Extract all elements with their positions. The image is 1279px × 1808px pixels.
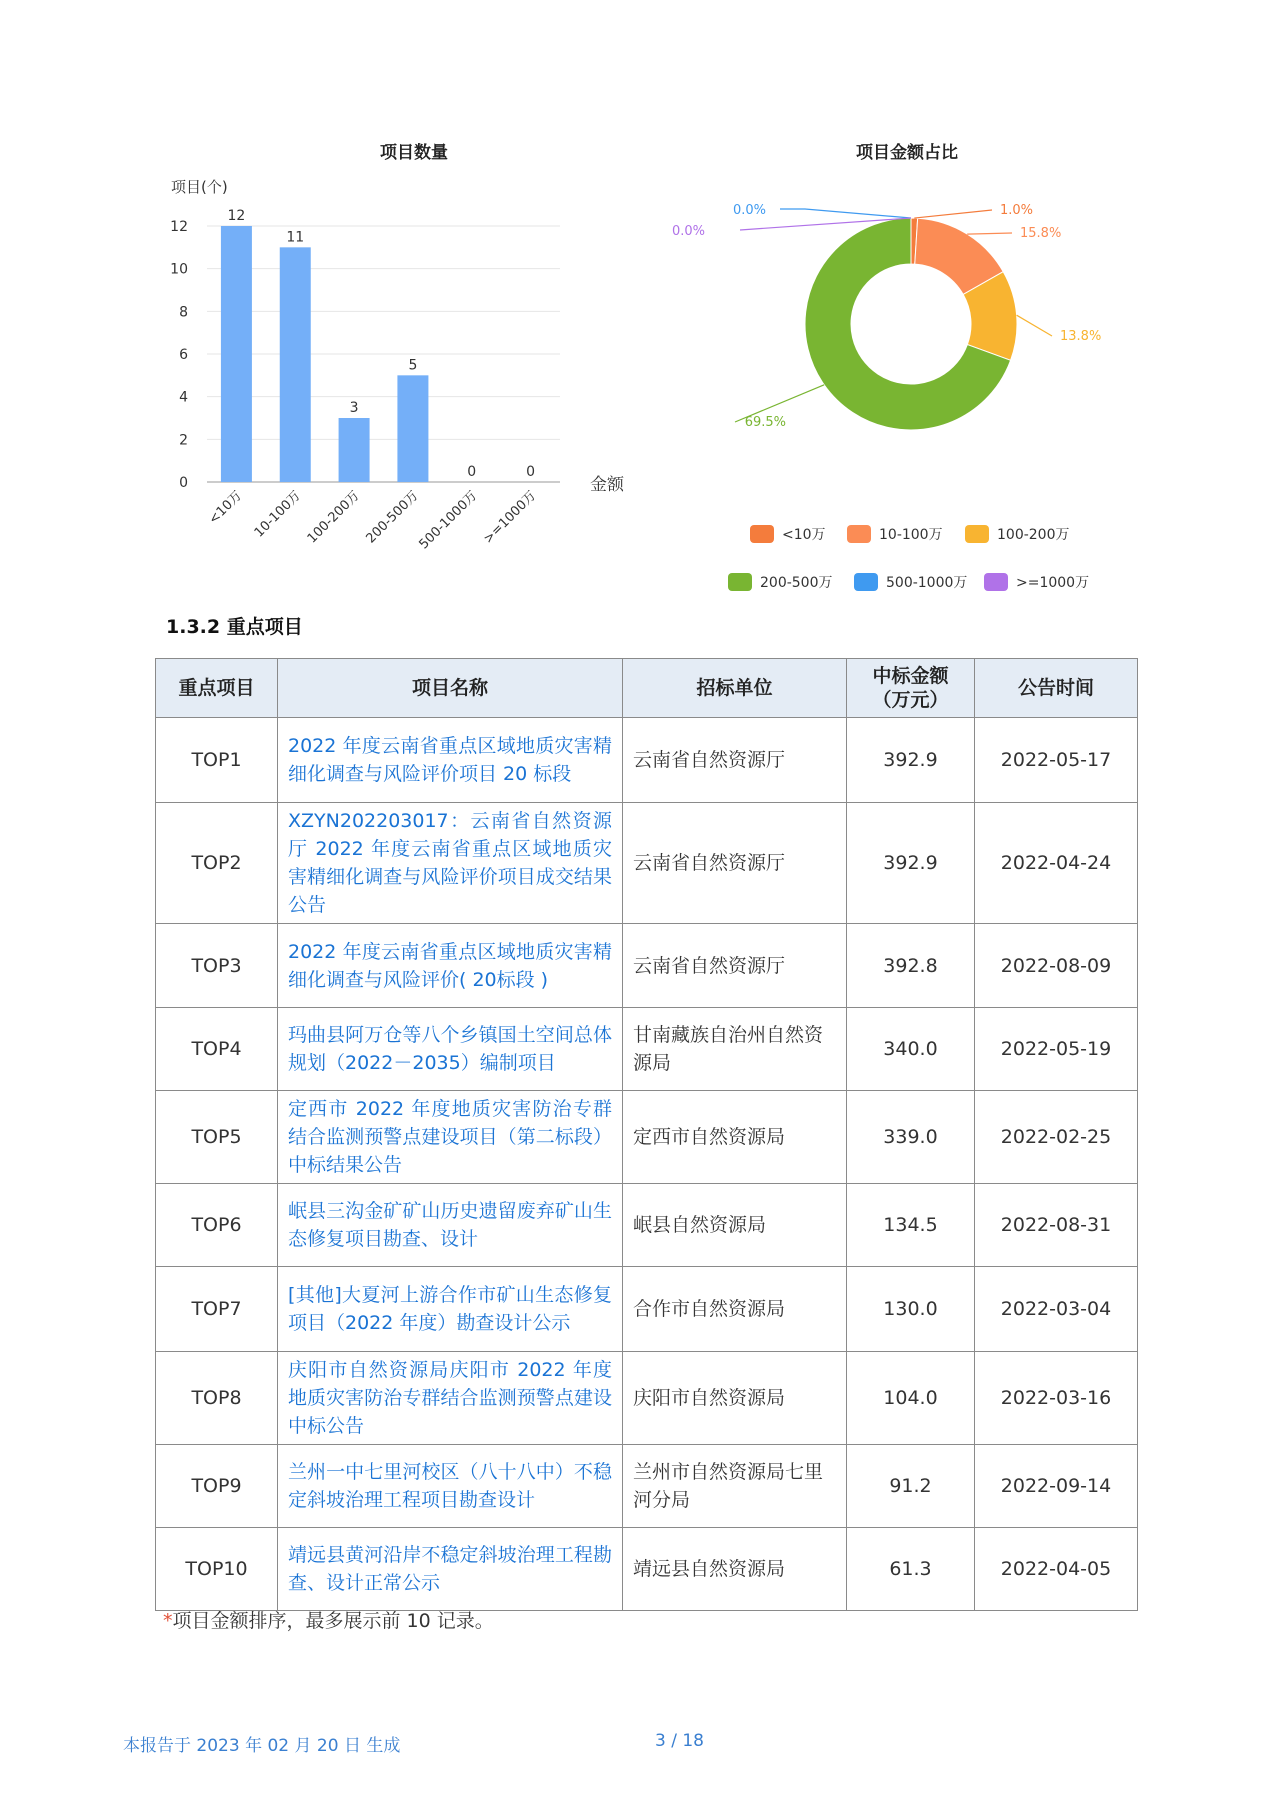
- row-rank: TOP3: [156, 924, 278, 1008]
- bar-y-tick-label: 6: [179, 347, 188, 363]
- bar-chart: [150, 130, 650, 580]
- bar-x-tick-label: >=1000万: [480, 488, 540, 547]
- row-amount: 91.2: [847, 1445, 975, 1528]
- bar-value-label: 3: [349, 400, 359, 416]
- pie-slice-label: 0.0%: [671, 224, 705, 239]
- row-date: 2022-08-09: [975, 924, 1138, 1008]
- pie-leader-line: [1017, 315, 1052, 336]
- row-org: 甘南藏族自治州自然资源局: [623, 1008, 847, 1091]
- bar-y-tick-label: 2: [179, 432, 188, 449]
- page-number: 3 / 18: [655, 1731, 704, 1751]
- footnote-star: *: [163, 1610, 173, 1632]
- bar-chart-title: 项目数量: [380, 143, 448, 163]
- row-org: 云南省自然资源厅: [623, 924, 847, 1008]
- table-row: [156, 1352, 1138, 1445]
- row-rank: TOP10: [156, 1528, 278, 1611]
- pie-legend-swatch: [847, 525, 871, 543]
- bar-rect: [397, 375, 428, 482]
- bar-rect: [280, 247, 311, 482]
- row-amount: 339.0: [847, 1091, 975, 1184]
- row-rank: TOP9: [156, 1445, 278, 1528]
- table-row: [156, 1528, 1138, 1611]
- pie-legend-label: >=1000万: [1016, 575, 1090, 591]
- header-name: 项目名称: [278, 659, 623, 718]
- bar-rect: [221, 226, 252, 482]
- row-amount: 130.0: [847, 1267, 975, 1352]
- header-date: 公告时间: [975, 659, 1138, 718]
- row-rank: TOP1: [156, 718, 278, 803]
- row-amount: 61.3: [847, 1528, 975, 1611]
- table-row: [156, 1184, 1138, 1267]
- pie-legend-label: 500-1000万: [886, 575, 968, 591]
- pie-leader-line: [914, 210, 992, 218]
- section-heading: 1.3.2 重点项目: [166, 616, 303, 638]
- row-date: 2022-05-17: [975, 718, 1138, 803]
- row-rank: TOP5: [156, 1091, 278, 1184]
- row-project-link[interactable]: 玛曲县阿万仓等八个乡镇国土空间总体规划（2022－2035）编制项目: [278, 1008, 623, 1091]
- row-rank: TOP8: [156, 1352, 278, 1445]
- pie-leader-line: [967, 233, 1012, 234]
- pie-chart: [671, 130, 1150, 600]
- header-rank: 重点项目: [156, 659, 278, 718]
- pie-legend-swatch: [984, 573, 1008, 591]
- bar-x-axis-label: 金额: [590, 475, 624, 495]
- table-row: [156, 924, 1138, 1008]
- row-rank: TOP6: [156, 1184, 278, 1267]
- row-date: 2022-08-31: [975, 1184, 1138, 1267]
- bar-rect: [339, 418, 370, 482]
- table-row: [156, 803, 1138, 924]
- header-org: 招标单位: [623, 659, 847, 718]
- header-amount-line1: 中标金额: [872, 665, 949, 687]
- row-project-link[interactable]: 2022 年度云南省重点区域地质灾害精细化调查与风险评价( 20标段 ): [278, 924, 623, 1008]
- footnote-text: 项目金额排序，最多展示前 10 记录。: [172, 1610, 494, 1632]
- bar-value-label: 0: [467, 464, 477, 480]
- bar-value-label: 5: [408, 357, 418, 374]
- table-row: [156, 1091, 1138, 1184]
- bar-x-tick-label: 100-200万: [304, 488, 363, 547]
- pie-legend-swatch: [750, 525, 774, 543]
- pie-legend-swatch: [728, 573, 752, 591]
- row-org: 庆阳市自然资源局: [623, 1352, 847, 1445]
- pie-slice-label: 13.8%: [1060, 329, 1102, 344]
- row-org: 合作市自然资源局: [623, 1267, 847, 1352]
- table-row: [156, 1008, 1138, 1091]
- row-org: 兰州市自然资源局七里河分局: [623, 1445, 847, 1528]
- row-date: 2022-04-24: [975, 803, 1138, 924]
- pie-slice-label: 69.5%: [744, 415, 786, 430]
- row-amount: 392.9: [847, 803, 975, 924]
- table-header-row: [156, 659, 1138, 718]
- table-row: [156, 718, 1138, 803]
- row-project-link[interactable]: [其他]大夏河上游合作市矿山生态修复项目（2022 年度）勘查设计公示: [278, 1267, 623, 1352]
- bar-y-tick-label: 8: [179, 304, 188, 321]
- pie-slice-label: 0.0%: [732, 203, 766, 218]
- row-date: 2022-03-16: [975, 1352, 1138, 1445]
- bar-y-tick-label: 10: [170, 261, 188, 278]
- pie-leader-line: [780, 209, 911, 218]
- pie-legend-label: 10-100万: [879, 527, 943, 543]
- row-amount: 392.9: [847, 718, 975, 803]
- row-rank: TOP7: [156, 1267, 278, 1352]
- bar-y-tick-label: 12: [170, 219, 188, 235]
- pie-legend-label: <10万: [782, 527, 826, 543]
- table-row: [156, 1445, 1138, 1528]
- header-amount-line2: （万元）: [872, 689, 949, 711]
- row-org: 靖远县自然资源局: [623, 1528, 847, 1611]
- bar-y-axis-label: 项目(个): [171, 178, 228, 196]
- report-generated-date: 本报告于 2023 年 02 月 20 日 生成: [123, 1736, 401, 1756]
- row-project-link[interactable]: 岷县三沟金矿矿山历史遗留废弃矿山生态修复项目勘查、设计: [278, 1184, 623, 1267]
- bar-x-tick-label: 10-100万: [251, 488, 305, 541]
- row-date: 2022-04-05: [975, 1528, 1138, 1611]
- pie-chart-title: 项目金额占比: [856, 143, 958, 163]
- bar-value-label: 12: [227, 208, 246, 224]
- bar-x-tick-label: 500-1000万: [416, 488, 481, 553]
- row-rank: TOP2: [156, 803, 278, 924]
- row-project-link[interactable]: 兰州一中七里河校区（八十八中）不稳定斜坡治理工程项目勘查设计: [278, 1445, 623, 1528]
- bar-y-tick-label: 4: [179, 389, 188, 406]
- row-org: 定西市自然资源局: [623, 1091, 847, 1184]
- bar-value-label: 0: [526, 464, 536, 480]
- row-date: 2022-03-04: [975, 1267, 1138, 1352]
- row-project-link[interactable]: 定西市 2022 年度地质灾害防治专群结合监测预警点建设项目（第二标段）中标结果公告: [278, 1091, 623, 1184]
- table-footnote: [163, 1606, 494, 1633]
- row-amount: 104.0: [847, 1352, 975, 1445]
- pie-legend-swatch: [854, 573, 878, 591]
- pie-legend-label: 200-500万: [760, 575, 833, 591]
- row-project-link[interactable]: 2022 年度云南省重点区域地质灾害精细化调查与风险评价项目 20 标段: [278, 718, 623, 803]
- row-amount: 392.8: [847, 924, 975, 1008]
- bar-x-tick-label: 200-500万: [363, 488, 422, 547]
- row-project-link[interactable]: XZYN202203017：云南省自然资源厅 2022 年度云南省重点区域地质灾害精细化调查与风险评价项目成交结果公告: [278, 803, 623, 924]
- table-row: [156, 1267, 1138, 1352]
- bar-y-tick-label: 0: [179, 475, 188, 491]
- bar-value-label: 11: [286, 229, 305, 246]
- pie-slice-label: 15.8%: [1020, 226, 1062, 241]
- top-projects-table: [155, 658, 1138, 1611]
- row-amount: 340.0: [847, 1008, 975, 1091]
- row-date: 2022-02-25: [975, 1091, 1138, 1184]
- row-org: 云南省自然资源厅: [623, 803, 847, 924]
- row-date: 2022-05-19: [975, 1008, 1138, 1091]
- bar-x-tick-label: <10万: [206, 488, 246, 528]
- row-org: 云南省自然资源厅: [623, 718, 847, 803]
- row-project-link[interactable]: 靖远县黄河沿岸不稳定斜坡治理工程勘查、设计正常公示: [278, 1528, 623, 1611]
- row-rank: TOP4: [156, 1008, 278, 1091]
- row-org: 岷县自然资源局: [623, 1184, 847, 1267]
- row-amount: 134.5: [847, 1184, 975, 1267]
- row-project-link[interactable]: 庆阳市自然资源局庆阳市 2022 年度地质灾害防治专群结合监测预警点建设中标公告: [278, 1352, 623, 1445]
- header-amount: [847, 659, 975, 718]
- pie-legend-swatch: [965, 525, 989, 543]
- pie-legend-label: 100-200万: [997, 527, 1070, 543]
- pie-slice-label: 1.0%: [1000, 203, 1034, 218]
- row-date: 2022-09-14: [975, 1445, 1138, 1528]
